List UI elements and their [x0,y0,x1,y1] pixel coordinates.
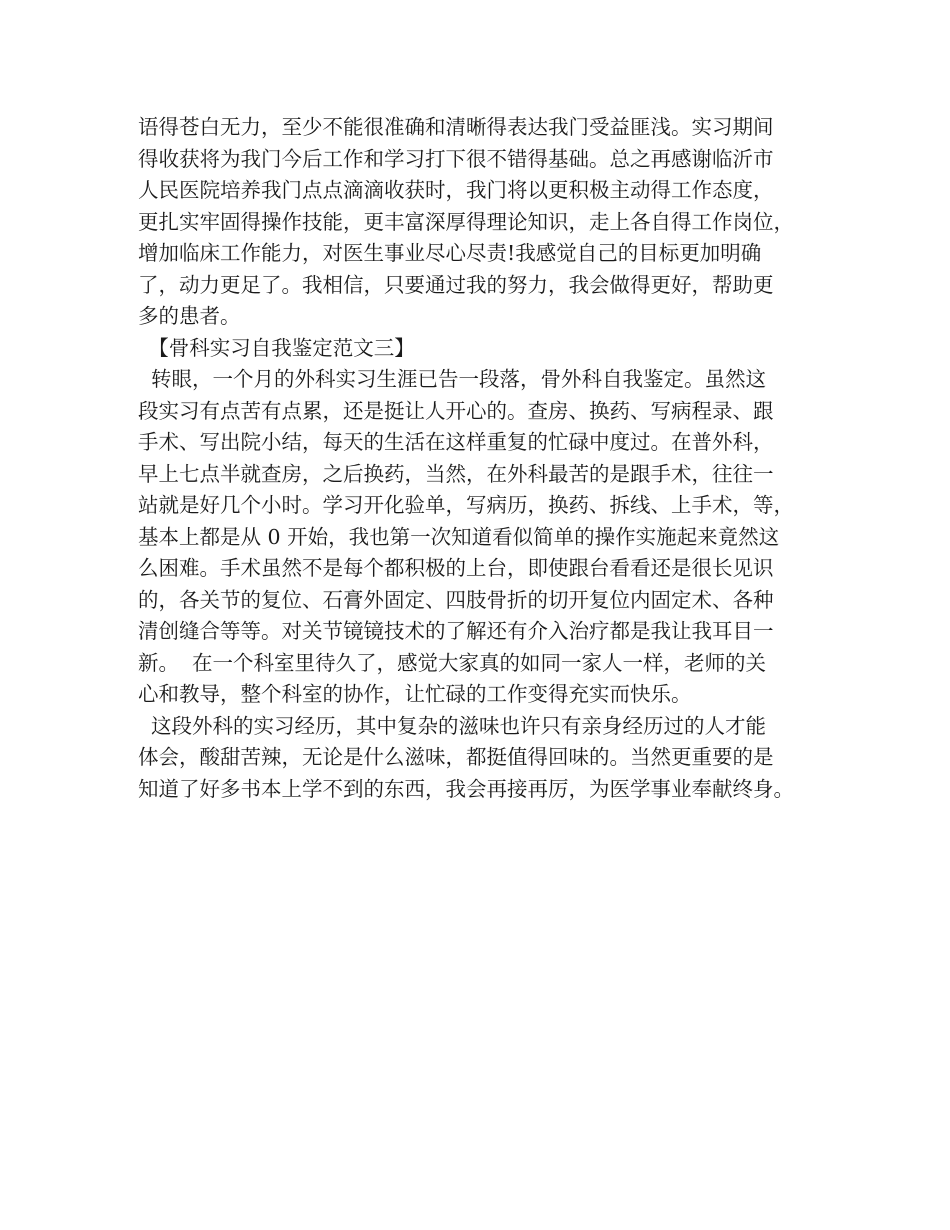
text-line: 增加临床工作能力，对医生事业尽心尽责!我感觉自己的目标更加明确 [138,241,762,265]
text-line: 的，各关节的复位、石膏外固定、四肢骨折的切开复位内固定术、各种 [138,587,774,612]
paragraph-1 [138,112,838,333]
document-body [138,112,838,805]
text-line: 早上七点半就查房，之后换药，当然，在外科最苦的是跟手术，往往一 [138,461,774,486]
text-line: 基本上都是从 0 开始，我也第一次知道看似简单的操作实施起来竟然这 [138,524,780,549]
text-line: 么困难。手术虽然不是每个都积极的上台，即使跟台看看还是很长见识 [138,556,774,580]
text-line: 手术、写出院小结，每天的生活在这样重复的忙碌中度过。在普外科， [138,430,774,454]
text-line: 转眼，一个月的外科实习生涯已告一段落，骨外科自我鉴定。虽然这 [138,367,767,391]
text-line: 新。 在一个科室里待久了，感觉大家真的如同一家人一样，老师的关 [138,650,767,675]
text-line: 语得苍白无力，至少不能很准确和清晰得表达我门受益匪浅。实习期间 [138,115,774,139]
paragraph-3 [138,711,838,806]
text-line: 段实习有点苦有点累，还是挺让人开心的。查房、换药、写病程录、跟 [138,398,774,423]
text-line: 人民医院培养我门点点滴滴收获时，我门将以更积极主动得工作态度， [138,178,774,202]
text-line: 这段外科的实习经历，其中复杂的滋味也许只有亲身经历过的人才能 [138,713,767,738]
text-line: 清创缝合等等。对关节镜镜技术的了解还有介入治疗都是我让我耳目一 [138,619,774,643]
text-line: 知道了好多书本上学不到的东西，我会再接再厉，为医学事业奉献终身。 [138,776,794,801]
text-line: 更扎实牢固得操作技能，更丰富深厚得理论知识，走上各自得工作岗位， [138,209,794,234]
text-line: 得收获将为我门今后工作和学习打下很不错得基础。总之再感谢临沂市 [138,146,774,171]
text-line: 多的患者。 [138,304,241,328]
text-line: 体会，酸甜苦辣，无论是什么滋味，都挺值得回味的。当然更重要的是 [138,745,774,769]
paragraph-2 [138,364,838,711]
text-line: 站就是好几个小时。学习开化验单，写病历，换药、拆线、上手术，等， [138,493,794,517]
text-line: 心和教导，整个科室的协作，让忙碌的工作变得充实而快乐。 [138,682,692,706]
section-heading: 【骨科实习自我鉴定范文三】 [138,335,415,360]
text-line: 了，动力更足了。我相信，只要通过我的努力，我会做得更好，帮助更 [138,272,774,297]
